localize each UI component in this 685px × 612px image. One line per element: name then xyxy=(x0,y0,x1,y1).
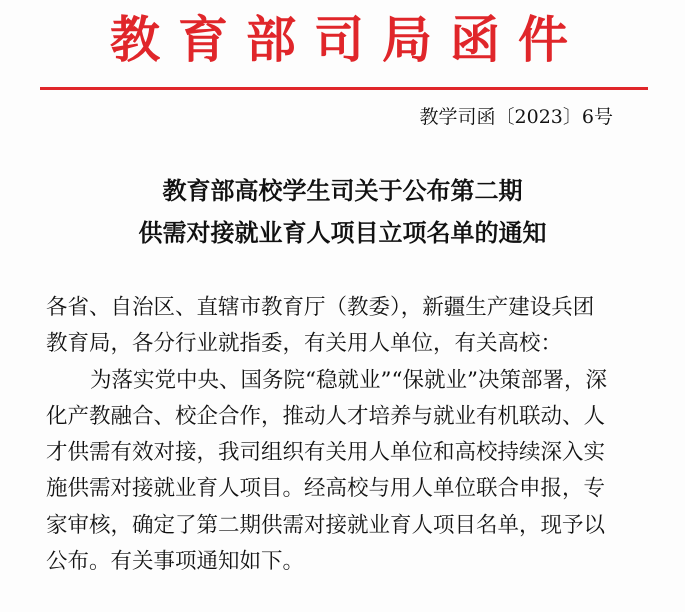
letterhead-title: 教育部司局函件 xyxy=(110,10,586,69)
body-line: 为落实党中央、国务院“稳就业”“保就业”决策部署，深 xyxy=(90,367,607,393)
document-number: 教学司函〔2023〕6号 xyxy=(419,106,613,128)
letterhead-red-rule xyxy=(40,87,648,90)
document-body xyxy=(46,290,646,580)
body-line: 教育局，各分行业就指委，有关用人单位，有关高校： xyxy=(46,331,563,357)
document-title xyxy=(40,170,645,254)
document-title-line-1: 教育部高校学生司关于公布第二期 xyxy=(162,177,523,205)
body-line: 公布。有关事项通知如下。 xyxy=(46,549,305,575)
document-title-line-2: 供需对接就业育人项目立项名单的通知 xyxy=(138,219,547,247)
body-line: 家审核，确定了第二期供需对接就业育人项目名单，现予以 xyxy=(46,512,606,538)
body-line: 化产教融合、校企合作，推动人才培养与就业有机联动、人 xyxy=(46,403,606,429)
body-line: 各省、自治区、直辖市教育厅（教委），新疆生产建设兵团 xyxy=(46,295,595,320)
body-line: 施供需对接就业育人项目。经高校与用人单位联合申报，专 xyxy=(46,476,606,502)
body-line: 才供需有效对接，我司组织有关用人单位和高校持续深入实 xyxy=(46,440,606,466)
